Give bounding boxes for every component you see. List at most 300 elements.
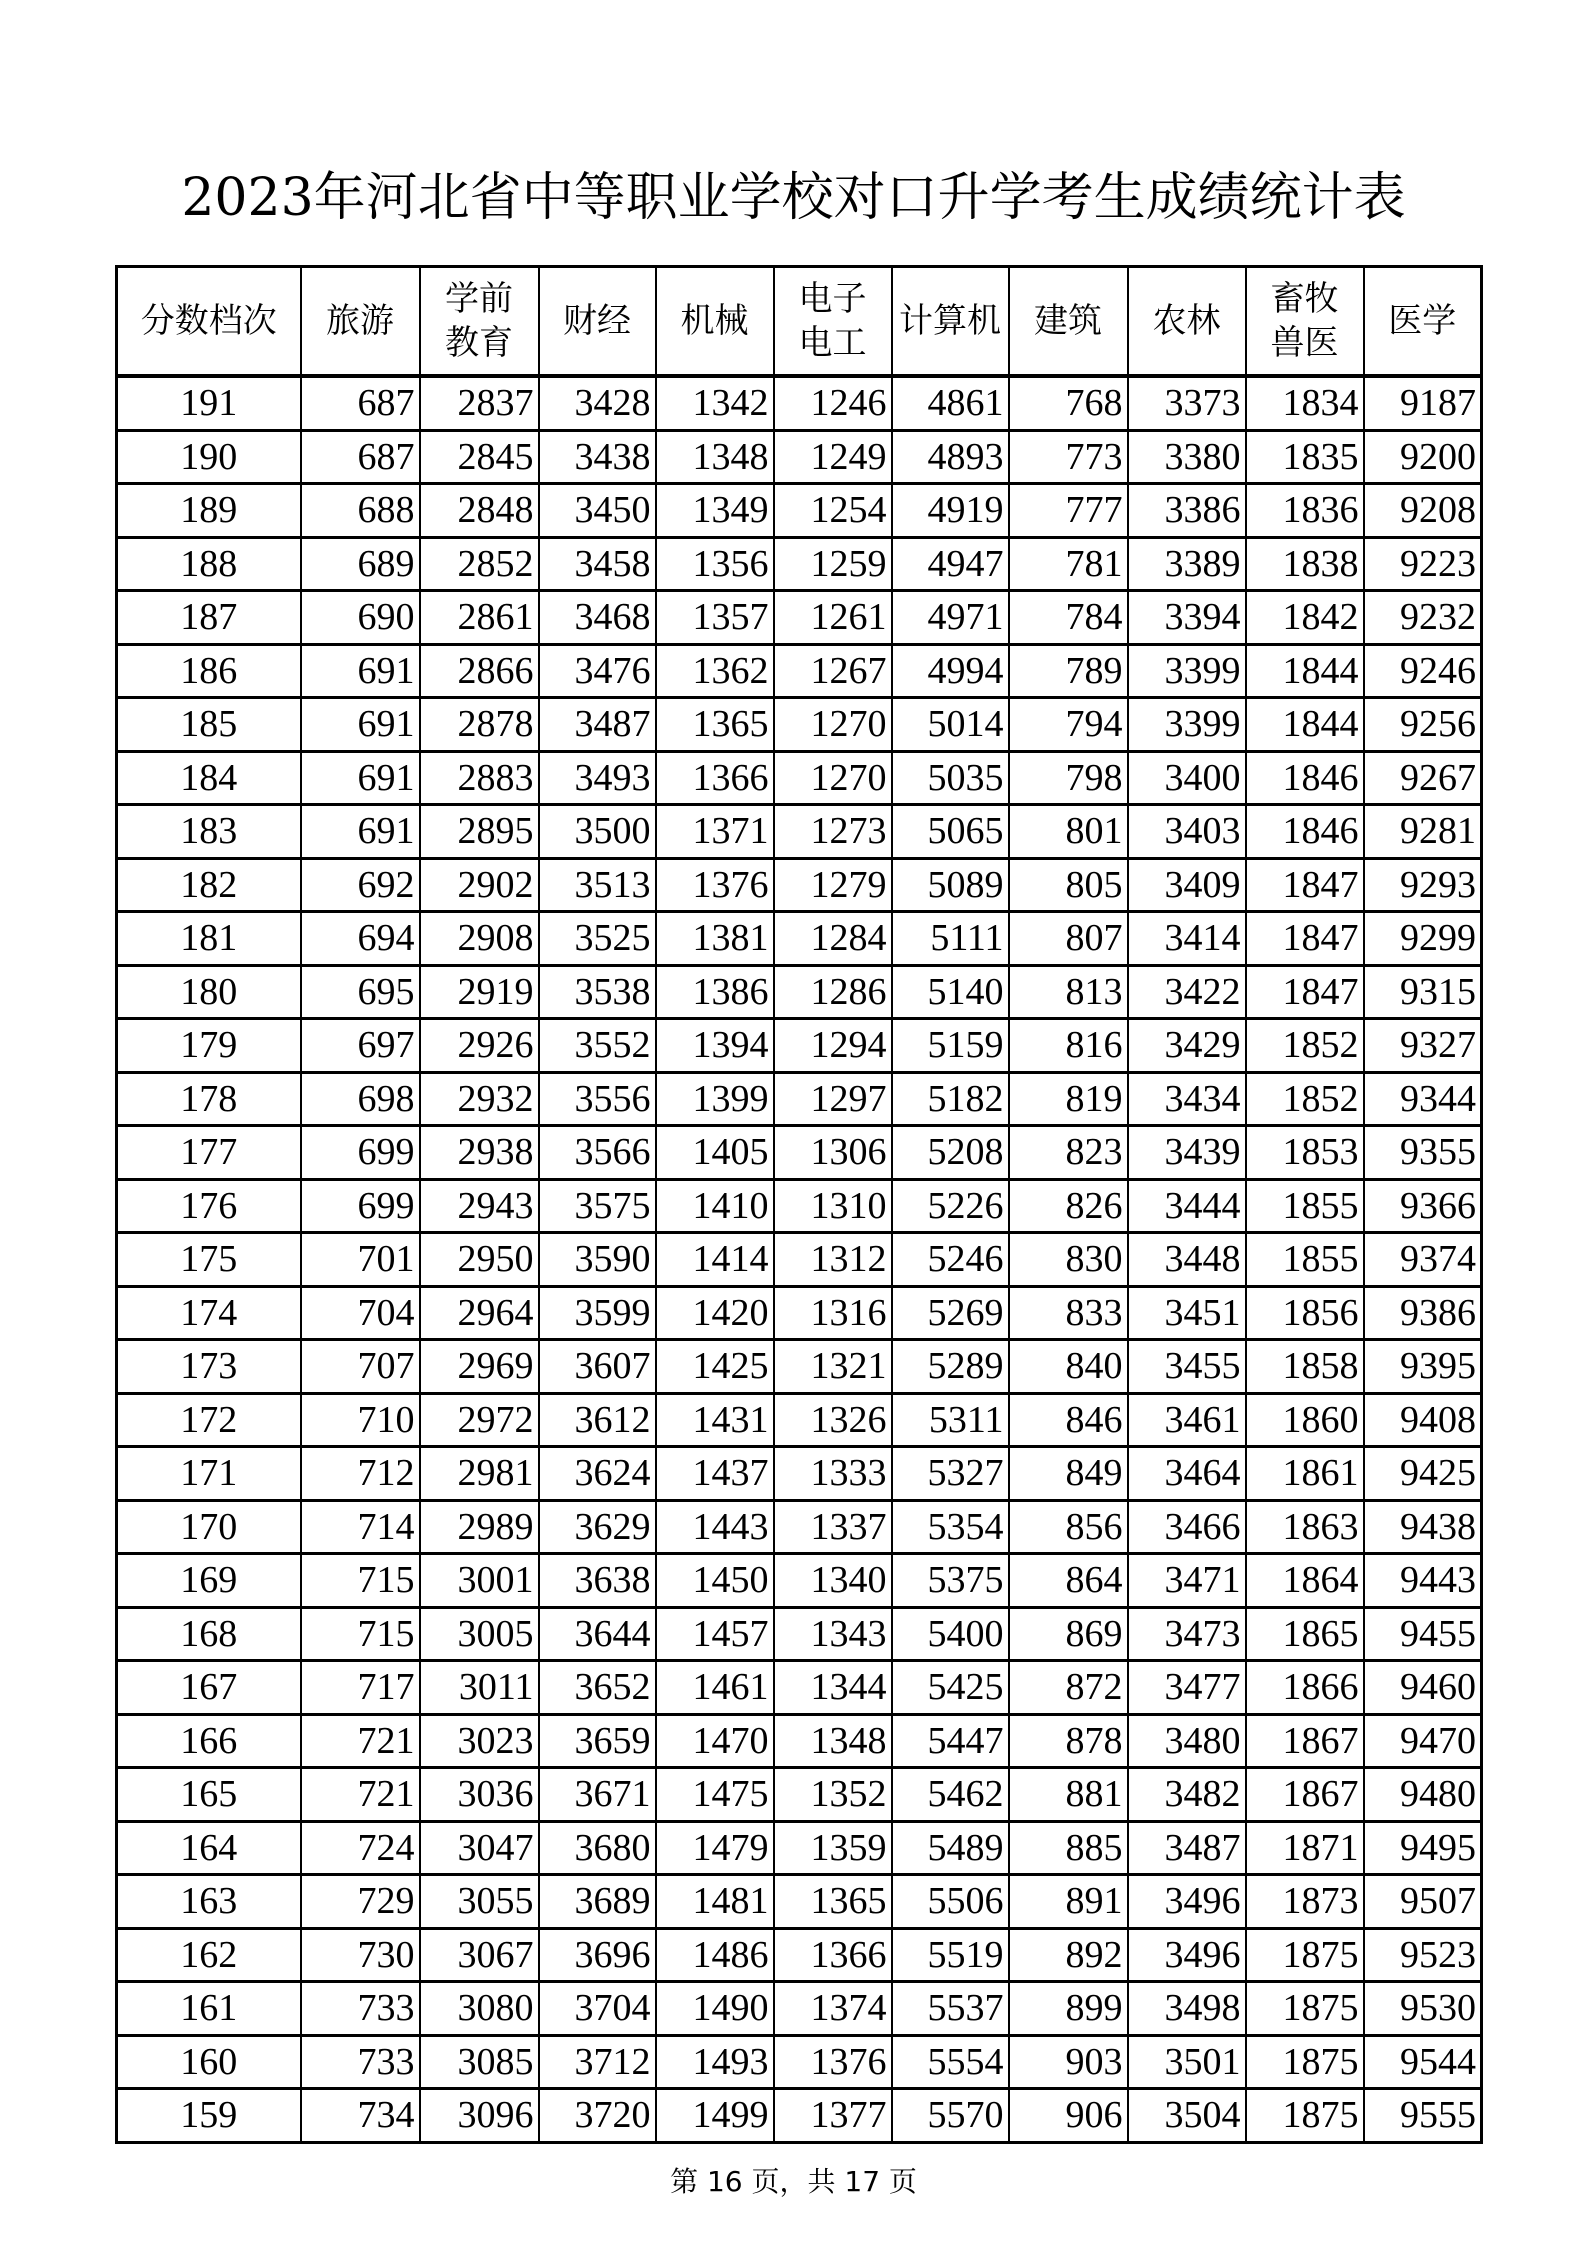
count-cell: 3638 (539, 1554, 656, 1608)
table-row (117, 1019, 1482, 1073)
count-cell: 5289 (892, 1340, 1009, 1394)
count-cell: 3644 (539, 1607, 656, 1661)
count-cell: 691 (301, 805, 420, 859)
count-cell: 3429 (1128, 1019, 1246, 1073)
count-cell: 1259 (774, 537, 892, 591)
count-cell: 9355 (1364, 1126, 1482, 1180)
column-header-label: 学前教育 (445, 279, 513, 363)
table-row (117, 858, 1482, 912)
score-band-cell: 189 (117, 484, 301, 538)
count-cell: 1863 (1246, 1500, 1364, 1554)
count-cell: 2861 (420, 591, 539, 645)
count-cell: 1873 (1246, 1875, 1364, 1929)
column-header (117, 267, 301, 377)
count-cell: 9327 (1364, 1019, 1482, 1073)
count-cell: 1342 (656, 376, 774, 430)
count-cell: 1855 (1246, 1233, 1364, 1287)
count-cell: 2895 (420, 805, 539, 859)
count-cell: 2852 (420, 537, 539, 591)
count-cell: 2926 (420, 1019, 539, 1073)
count-cell: 9200 (1364, 430, 1482, 484)
count-cell: 4947 (892, 537, 1009, 591)
count-cell: 1450 (656, 1554, 774, 1608)
count-cell: 694 (301, 912, 420, 966)
count-cell: 3011 (420, 1661, 539, 1715)
count-cell: 1875 (1246, 2035, 1364, 2089)
count-cell: 1349 (656, 484, 774, 538)
count-cell: 906 (1009, 2089, 1128, 2143)
count-cell: 9256 (1364, 698, 1482, 752)
table-row (117, 1821, 1482, 1875)
count-cell: 9480 (1364, 1768, 1482, 1822)
count-cell: 3023 (420, 1714, 539, 1768)
count-cell: 1842 (1246, 591, 1364, 645)
count-cell: 1312 (774, 1233, 892, 1287)
count-cell: 1847 (1246, 965, 1364, 1019)
table-row (117, 1179, 1482, 1233)
count-cell: 9425 (1364, 1447, 1482, 1501)
score-band-cell: 177 (117, 1126, 301, 1180)
table-row (117, 751, 1482, 805)
count-cell: 687 (301, 430, 420, 484)
count-cell: 1871 (1246, 1821, 1364, 1875)
count-cell: 3403 (1128, 805, 1246, 859)
count-cell: 704 (301, 1286, 420, 1340)
count-cell: 899 (1009, 1982, 1128, 2036)
count-cell: 3414 (1128, 912, 1246, 966)
count-cell: 1352 (774, 1768, 892, 1822)
count-cell: 733 (301, 2035, 420, 2089)
table-row (117, 1714, 1482, 1768)
count-cell: 3036 (420, 1768, 539, 1822)
count-cell: 1855 (1246, 1179, 1364, 1233)
table-row (117, 1607, 1482, 1661)
count-cell: 9208 (1364, 484, 1482, 538)
table-row (117, 1393, 1482, 1447)
table-row (117, 1500, 1482, 1554)
table-row (117, 1340, 1482, 1394)
table-row (117, 1768, 1482, 1822)
table-row (117, 912, 1482, 966)
count-cell: 2902 (420, 858, 539, 912)
count-cell: 3438 (539, 430, 656, 484)
count-cell: 1284 (774, 912, 892, 966)
count-cell: 3422 (1128, 965, 1246, 1019)
count-cell: 5425 (892, 1661, 1009, 1715)
score-band-cell: 179 (117, 1019, 301, 1073)
count-cell: 1405 (656, 1126, 774, 1180)
count-cell: 691 (301, 751, 420, 805)
count-cell: 1486 (656, 1928, 774, 1982)
count-cell: 717 (301, 1661, 420, 1715)
count-cell: 819 (1009, 1072, 1128, 1126)
count-cell: 697 (301, 1019, 420, 1073)
score-band-cell: 181 (117, 912, 301, 966)
count-cell: 1867 (1246, 1714, 1364, 1768)
column-header (301, 267, 420, 377)
count-cell: 1431 (656, 1393, 774, 1447)
count-cell: 712 (301, 1447, 420, 1501)
score-band-cell: 160 (117, 2035, 301, 2089)
count-cell: 1254 (774, 484, 892, 538)
table-row (117, 1286, 1482, 1340)
count-cell: 1866 (1246, 1661, 1364, 1715)
count-cell: 691 (301, 644, 420, 698)
count-cell: 3556 (539, 1072, 656, 1126)
count-cell: 3659 (539, 1714, 656, 1768)
count-cell: 2943 (420, 1179, 539, 1233)
count-cell: 1875 (1246, 1982, 1364, 2036)
score-band-cell: 170 (117, 1500, 301, 1554)
count-cell: 5462 (892, 1768, 1009, 1822)
count-cell: 1470 (656, 1714, 774, 1768)
count-cell: 1847 (1246, 912, 1364, 966)
count-cell: 813 (1009, 965, 1128, 1019)
table-row (117, 1982, 1482, 2036)
count-cell: 5554 (892, 2035, 1009, 2089)
table-row (117, 1126, 1482, 1180)
count-cell: 1279 (774, 858, 892, 912)
column-header (1009, 267, 1128, 377)
count-cell: 9315 (1364, 965, 1482, 1019)
score-band-cell: 184 (117, 751, 301, 805)
count-cell: 3096 (420, 2089, 539, 2143)
count-cell: 3496 (1128, 1875, 1246, 1929)
count-cell: 3055 (420, 1875, 539, 1929)
count-cell: 1861 (1246, 1447, 1364, 1501)
count-cell: 3482 (1128, 1768, 1246, 1822)
count-cell: 3389 (1128, 537, 1246, 591)
table-row (117, 484, 1482, 538)
count-cell: 9374 (1364, 1233, 1482, 1287)
count-cell: 707 (301, 1340, 420, 1394)
count-cell: 3461 (1128, 1393, 1246, 1447)
count-cell: 1381 (656, 912, 774, 966)
table-row (117, 1072, 1482, 1126)
column-header-label: 畜牧兽医 (1270, 279, 1339, 363)
count-cell: 3599 (539, 1286, 656, 1340)
score-band-cell: 180 (117, 965, 301, 1019)
count-cell: 721 (301, 1714, 420, 1768)
count-cell: 1867 (1246, 1768, 1364, 1822)
count-cell: 5035 (892, 751, 1009, 805)
count-cell: 734 (301, 2089, 420, 2143)
count-cell: 3487 (539, 698, 656, 752)
count-cell: 687 (301, 376, 420, 430)
count-cell: 1420 (656, 1286, 774, 1340)
count-cell: 714 (301, 1500, 420, 1554)
count-cell: 1357 (656, 591, 774, 645)
count-cell: 2950 (420, 1233, 539, 1287)
table-row (117, 1661, 1482, 1715)
column-header-label: 医学 (1388, 301, 1457, 341)
count-cell: 695 (301, 965, 420, 1019)
count-cell: 3001 (420, 1554, 539, 1608)
count-cell: 869 (1009, 1607, 1128, 1661)
score-table (115, 265, 1483, 2144)
score-band-cell: 188 (117, 537, 301, 591)
count-cell: 3439 (1128, 1126, 1246, 1180)
column-header-label: 建筑 (1034, 301, 1102, 341)
count-cell: 1457 (656, 1607, 774, 1661)
count-cell: 1493 (656, 2035, 774, 2089)
count-cell: 1270 (774, 751, 892, 805)
count-cell: 3455 (1128, 1340, 1246, 1394)
count-cell: 5269 (892, 1286, 1009, 1340)
count-cell: 1348 (774, 1714, 892, 1768)
count-cell: 2837 (420, 376, 539, 430)
count-cell: 9395 (1364, 1340, 1482, 1394)
table-row (117, 698, 1482, 752)
count-cell: 1316 (774, 1286, 892, 1340)
count-cell: 9408 (1364, 1393, 1482, 1447)
count-cell: 3671 (539, 1768, 656, 1822)
table-row (117, 537, 1482, 591)
count-cell: 1860 (1246, 1393, 1364, 1447)
score-band-cell: 166 (117, 1714, 301, 1768)
count-cell: 1838 (1246, 537, 1364, 591)
column-header (1246, 267, 1364, 377)
count-cell: 9386 (1364, 1286, 1482, 1340)
count-cell: 9455 (1364, 1607, 1482, 1661)
count-cell: 3538 (539, 965, 656, 1019)
count-cell: 1834 (1246, 376, 1364, 430)
count-cell: 3444 (1128, 1179, 1246, 1233)
count-cell: 777 (1009, 484, 1128, 538)
count-cell: 9443 (1364, 1554, 1482, 1608)
score-band-cell: 168 (117, 1607, 301, 1661)
count-cell: 5375 (892, 1554, 1009, 1608)
count-cell: 833 (1009, 1286, 1128, 1340)
count-cell: 5226 (892, 1179, 1009, 1233)
count-cell: 1853 (1246, 1126, 1364, 1180)
count-cell: 3500 (539, 805, 656, 859)
count-cell: 3487 (1128, 1821, 1246, 1875)
count-cell: 823 (1009, 1126, 1128, 1180)
count-cell: 1490 (656, 1982, 774, 2036)
count-cell: 701 (301, 1233, 420, 1287)
count-cell: 5111 (892, 912, 1009, 966)
count-cell: 3085 (420, 2035, 539, 2089)
table-row (117, 1447, 1482, 1501)
count-cell: 3689 (539, 1875, 656, 1929)
count-cell: 2969 (420, 1340, 539, 1394)
count-cell: 856 (1009, 1500, 1128, 1554)
page-number: 第 16 页，共 17 页 (670, 2165, 917, 2198)
count-cell: 3005 (420, 1607, 539, 1661)
table-body (117, 376, 1482, 2142)
column-header-label: 机械 (680, 301, 749, 341)
count-cell: 1362 (656, 644, 774, 698)
count-cell: 1844 (1246, 644, 1364, 698)
count-cell: 3712 (539, 2035, 656, 2089)
count-cell: 9544 (1364, 2035, 1482, 2089)
count-cell: 9438 (1364, 1500, 1482, 1554)
count-cell: 3468 (539, 591, 656, 645)
count-cell: 3400 (1128, 751, 1246, 805)
column-header-label: 财经 (563, 301, 631, 341)
count-cell: 3067 (420, 1928, 539, 1982)
count-cell: 3566 (539, 1126, 656, 1180)
count-cell: 1410 (656, 1179, 774, 1233)
count-cell: 2964 (420, 1286, 539, 1340)
column-header-label: 分数档次 (140, 301, 277, 341)
count-cell: 781 (1009, 537, 1128, 591)
count-cell: 688 (301, 484, 420, 538)
count-cell: 3493 (539, 751, 656, 805)
count-cell: 2919 (420, 965, 539, 1019)
count-cell: 3399 (1128, 698, 1246, 752)
count-cell: 3504 (1128, 2089, 1246, 2143)
count-cell: 864 (1009, 1554, 1128, 1608)
table-row (117, 1928, 1482, 1982)
column-header (539, 267, 656, 377)
count-cell: 715 (301, 1607, 420, 1661)
count-cell: 3552 (539, 1019, 656, 1073)
count-cell: 9460 (1364, 1661, 1482, 1715)
count-cell: 3480 (1128, 1714, 1246, 1768)
count-cell: 5506 (892, 1875, 1009, 1929)
count-cell: 1865 (1246, 1607, 1364, 1661)
score-band-cell: 183 (117, 805, 301, 859)
count-cell: 5246 (892, 1233, 1009, 1287)
count-cell: 1365 (656, 698, 774, 752)
count-cell: 1377 (774, 2089, 892, 2143)
count-cell: 2845 (420, 430, 539, 484)
count-cell: 5537 (892, 1982, 1009, 2036)
score-band-cell: 187 (117, 591, 301, 645)
count-cell: 3496 (1128, 1928, 1246, 1982)
count-cell: 2972 (420, 1393, 539, 1447)
count-cell: 1326 (774, 1393, 892, 1447)
count-cell: 1333 (774, 1447, 892, 1501)
count-cell: 3047 (420, 1821, 539, 1875)
count-cell: 1858 (1246, 1340, 1364, 1394)
score-band-cell: 159 (117, 2089, 301, 2143)
count-cell: 4919 (892, 484, 1009, 538)
column-header (892, 267, 1009, 377)
column-header-label: 农林 (1152, 301, 1221, 341)
count-cell: 689 (301, 537, 420, 591)
column-header-label: 电子电工 (798, 279, 867, 363)
count-cell: 2878 (420, 698, 539, 752)
count-cell: 3399 (1128, 644, 1246, 698)
table-row (117, 1233, 1482, 1287)
count-cell: 9344 (1364, 1072, 1482, 1126)
count-cell: 3464 (1128, 1447, 1246, 1501)
count-cell: 9470 (1364, 1714, 1482, 1768)
table-row (117, 805, 1482, 859)
score-band-cell: 175 (117, 1233, 301, 1287)
count-cell: 2989 (420, 1500, 539, 1554)
count-cell: 1267 (774, 644, 892, 698)
count-cell: 733 (301, 1982, 420, 2036)
count-cell: 3386 (1128, 484, 1246, 538)
count-cell: 816 (1009, 1019, 1128, 1073)
score-band-cell: 162 (117, 1928, 301, 1982)
count-cell: 1835 (1246, 430, 1364, 484)
count-cell: 715 (301, 1554, 420, 1608)
count-cell: 3434 (1128, 1072, 1246, 1126)
count-cell: 2908 (420, 912, 539, 966)
count-cell: 9555 (1364, 2089, 1482, 2143)
count-cell: 4994 (892, 644, 1009, 698)
score-band-cell: 169 (117, 1554, 301, 1608)
count-cell: 3428 (539, 376, 656, 430)
count-cell: 3380 (1128, 430, 1246, 484)
count-cell: 3513 (539, 858, 656, 912)
count-cell: 1461 (656, 1661, 774, 1715)
count-cell: 1321 (774, 1340, 892, 1394)
count-cell: 5354 (892, 1500, 1009, 1554)
count-cell: 846 (1009, 1393, 1128, 1447)
count-cell: 724 (301, 1821, 420, 1875)
count-cell: 2848 (420, 484, 539, 538)
count-cell: 1286 (774, 965, 892, 1019)
count-cell: 1443 (656, 1500, 774, 1554)
count-cell: 3450 (539, 484, 656, 538)
count-cell: 773 (1009, 430, 1128, 484)
score-band-cell: 173 (117, 1340, 301, 1394)
score-band-cell: 185 (117, 698, 301, 752)
count-cell: 830 (1009, 1233, 1128, 1287)
count-cell: 2938 (420, 1126, 539, 1180)
count-cell: 3451 (1128, 1286, 1246, 1340)
count-cell: 807 (1009, 912, 1128, 966)
count-cell: 3652 (539, 1661, 656, 1715)
count-cell: 3590 (539, 1233, 656, 1287)
count-cell: 1294 (774, 1019, 892, 1073)
count-cell: 5014 (892, 698, 1009, 752)
count-cell: 710 (301, 1393, 420, 1447)
count-cell: 3629 (539, 1500, 656, 1554)
count-cell: 3704 (539, 1982, 656, 2036)
count-cell: 3448 (1128, 1233, 1246, 1287)
count-cell: 5208 (892, 1126, 1009, 1180)
count-cell: 1376 (656, 858, 774, 912)
table-row (117, 965, 1482, 1019)
count-cell: 3409 (1128, 858, 1246, 912)
count-cell: 1481 (656, 1875, 774, 1929)
count-cell: 1852 (1246, 1072, 1364, 1126)
count-cell: 1348 (656, 430, 774, 484)
count-cell: 691 (301, 698, 420, 752)
count-cell: 872 (1009, 1661, 1128, 1715)
count-cell: 1847 (1246, 858, 1364, 912)
count-cell: 3501 (1128, 2035, 1246, 2089)
count-cell: 3473 (1128, 1607, 1246, 1661)
count-cell: 1371 (656, 805, 774, 859)
count-cell: 1374 (774, 1982, 892, 2036)
count-cell: 1425 (656, 1340, 774, 1394)
count-cell: 5182 (892, 1072, 1009, 1126)
count-cell: 9299 (1364, 912, 1482, 966)
table-row (117, 430, 1482, 484)
count-cell: 2981 (420, 1447, 539, 1501)
count-cell: 784 (1009, 591, 1128, 645)
count-cell: 1437 (656, 1447, 774, 1501)
count-cell: 1836 (1246, 484, 1364, 538)
count-cell: 801 (1009, 805, 1128, 859)
count-cell: 1356 (656, 537, 774, 591)
count-cell: 903 (1009, 2035, 1128, 2089)
count-cell: 2883 (420, 751, 539, 805)
column-header (1364, 267, 1482, 377)
column-header-label: 旅游 (326, 301, 394, 341)
score-band-cell: 171 (117, 1447, 301, 1501)
count-cell: 1359 (774, 1821, 892, 1875)
count-cell: 1875 (1246, 1928, 1364, 1982)
